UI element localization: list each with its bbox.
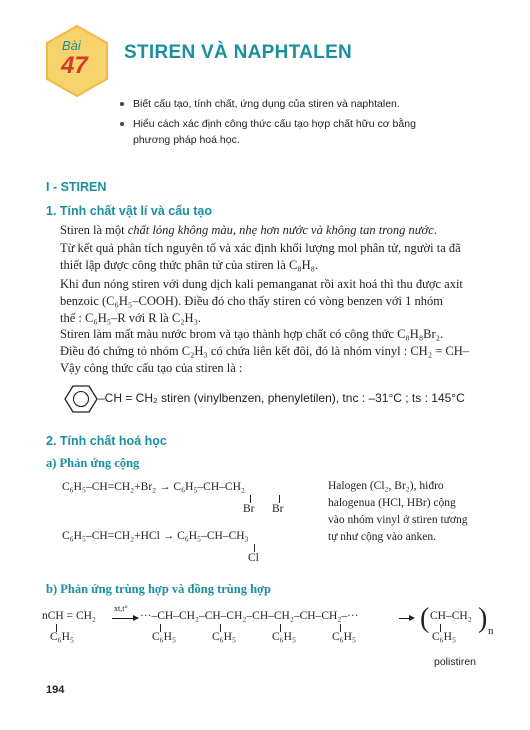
bond-line [250,495,251,503]
substituent: C₆H₅ [272,631,296,643]
substituent: C₆H₅ [212,631,236,643]
objective-item: Biết cấu tạo, tính chất, ứng dụng của stiren và naphtalen. [120,96,480,112]
paragraph: Stiren là một chất lỏng không màu, nhẹ hơn nước và không tan trong nước. [60,223,437,237]
benzene-ring-icon [64,384,98,414]
polymer-name: polistiren [434,656,477,668]
lesson-label: Bài [62,38,81,53]
degree-n: n [488,625,494,637]
section-heading: I - STIREN [46,180,107,194]
page-title: STIREN VÀ NAPHTALEN [124,42,353,63]
substituent: C₆H₅ [50,631,74,643]
bond-line [279,495,280,503]
substituent: Cl [248,552,259,564]
paragraph: Từ kết quả phân tích nguyên tố và xác định khối lượng mol phân tử, người ta đã thiết lập được công thức phân tử của stiren là C₈H₈. [60,241,461,272]
objective-item: phương pháp hoá học. [133,134,240,146]
paragraph: Khi đun nóng stiren với dung dịch kali pemanganat rồi axit hoá thì thu được axit benzoic (C₆H₅–COOH). Điều đó cho thấy stiren có vòng benzen với 1 nhóm thế : C₆H₅–R với R là C₂H₃. [60,277,463,325]
substituent: C₆H₅ [152,631,176,643]
subsection-heading: b) Phản ứng trùng hợp và đồng trùng hợp [46,582,271,596]
side-note: Halogen (Cl₂, Br₂), hiđro halogenua (HCl, HBr) cộng vào nhóm vinyl ở stiren tương tự như cộng vào anken. [328,480,468,543]
bracket-left: ( [420,603,430,634]
page-number: 194 [46,684,65,696]
substituent: C₆H₅ [432,631,456,643]
substituent: C₆H₅ [332,631,356,643]
stiren-structure: –CH = CH₂ stiren (vinylbenzen, phenyletilen), tnc : –31°C ; ts : 145°C [98,391,465,405]
substituent: Br [272,503,284,515]
substituent: Br [243,503,255,515]
equation: C₆H₅–CH=CH₂+Br₂ → C₆H₅–CH–CH₂ [62,481,245,493]
objectives [120,96,480,148]
lesson-number: 47 [61,52,88,79]
monomer: nCH = CH₂ [42,610,96,622]
paragraph: Stiren làm mất màu nước brom và tạo thành hợp chất có công thức C₈H₈Br₂. Điều đó chứng tỏ nhóm C₂H₃ có chứa liên kết đôi, đó là nhóm vinyl : CH₂ = CH– Vậy công thức cấu tạo của stiren là : [60,327,469,375]
bond-line [254,544,255,552]
subsection-heading: 1. Tính chất vật lí và cấu tạo [46,204,213,218]
subsection-heading: 2. Tính chất hoá học [46,434,167,448]
reaction-condition: xt,t° [114,604,128,613]
polymer-unit: CH–CH₂ [430,610,472,622]
equation: C₆H₅–CH=CH₂+HCl → C₆H₅–CH–CH₃ [62,530,249,542]
objective-item: Hiểu cách xác định công thức cấu tạo hợp chất hữu cơ bằng [120,116,480,132]
subsection-heading: a) Phản ứng cộng [46,456,140,470]
bracket-right: ) [478,603,488,634]
polymer-chain: ···–CH–CH₂–CH–CH₂–CH–CH₂–CH–CH₂–··· [140,610,359,622]
